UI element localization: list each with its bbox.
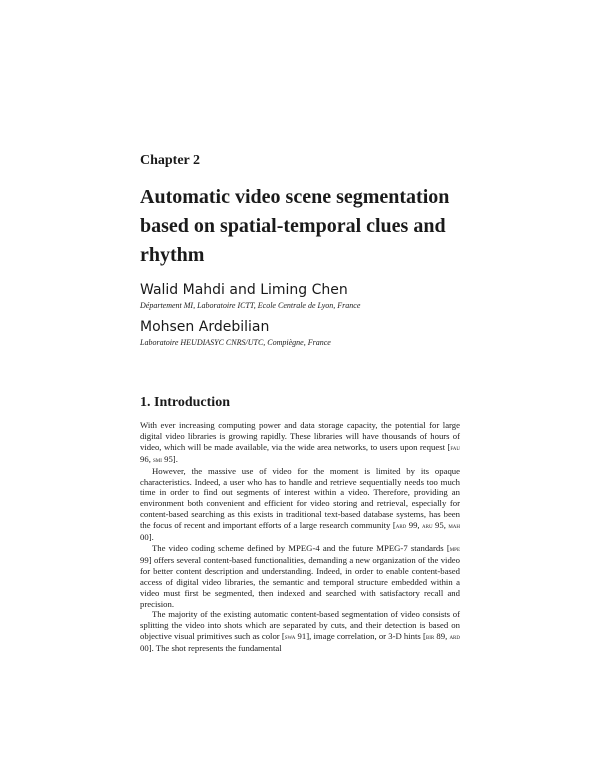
chapter-title: Automatic video scene segmentation based on spatial-temporal clues and rhythm (140, 186, 450, 266)
paragraph-2: However, the massive use of video for the moment is limited by its opaque characteristics. Indeed, a user who has to handle and retrieve sequentially needs too much time in order to find out segments of interest within a video. Therefore, providing an environment both convenient and efficient for video storing and retrieval, especially for content-based searching as this exists in traditional text-based database systems, has been the focus of recent and important efforts of a large research community [ard 99, aru 95, mah 00]. (140, 465, 461, 543)
paragraph-4: The majority of the existing automatic content-based segmentation of video consists of splitting the video into shots which are separated by cuts, and their detection is based on objective visual primitives such as color [swa 91], image correlation, or 3-D hints [bir 89, ard 00]. The shot represents the fundamental (140, 609, 460, 654)
author-affiliation-2: Laboratoire HEUDIASYC CNRS/UTC, Compiègne, France (140, 338, 331, 347)
author-affiliation-1: Département MI, Laboratoire ICTT, Ecole Centrale de Lyon, France (140, 301, 361, 310)
citation: ard (395, 521, 407, 531)
citation: smi (153, 454, 162, 464)
section-heading: 1. Introduction (140, 395, 230, 410)
author-names-2: Mohsen Ardebilian (140, 319, 270, 335)
body-text (140, 420, 460, 654)
citation: mpe (449, 543, 460, 553)
citation: fau (450, 442, 460, 452)
citation: ard (449, 632, 460, 642)
citation: swa (284, 632, 296, 642)
citation: mah (448, 521, 461, 531)
citation: aru (422, 521, 433, 531)
author-names-1: Walid Mahdi and Liming Chen (140, 282, 348, 298)
paragraph-3: The video coding scheme defined by MPEG-4 and the future MPEG-7 standards [mpe 99] offers several content-based functionalities, demanding a new organization of the video for better content description and understanding. Indeed, in order to enable content-based access of digital video libraries, the semantic and temporal structure embedded within a video must first be segmented, then indexed and searched with satisfactory recall and precision. (140, 542, 460, 609)
paragraph-1: With ever increasing computing power and data storage capacity, the potential for large digital video libraries is growing rapidly. These libraries will have thousands of hours of video, which will be made available, via the wide area networks, to users upon request [fau 96, smi 95]. (140, 420, 460, 464)
chapter-label: Chapter 2 (140, 153, 201, 168)
citation: bir (425, 632, 435, 642)
